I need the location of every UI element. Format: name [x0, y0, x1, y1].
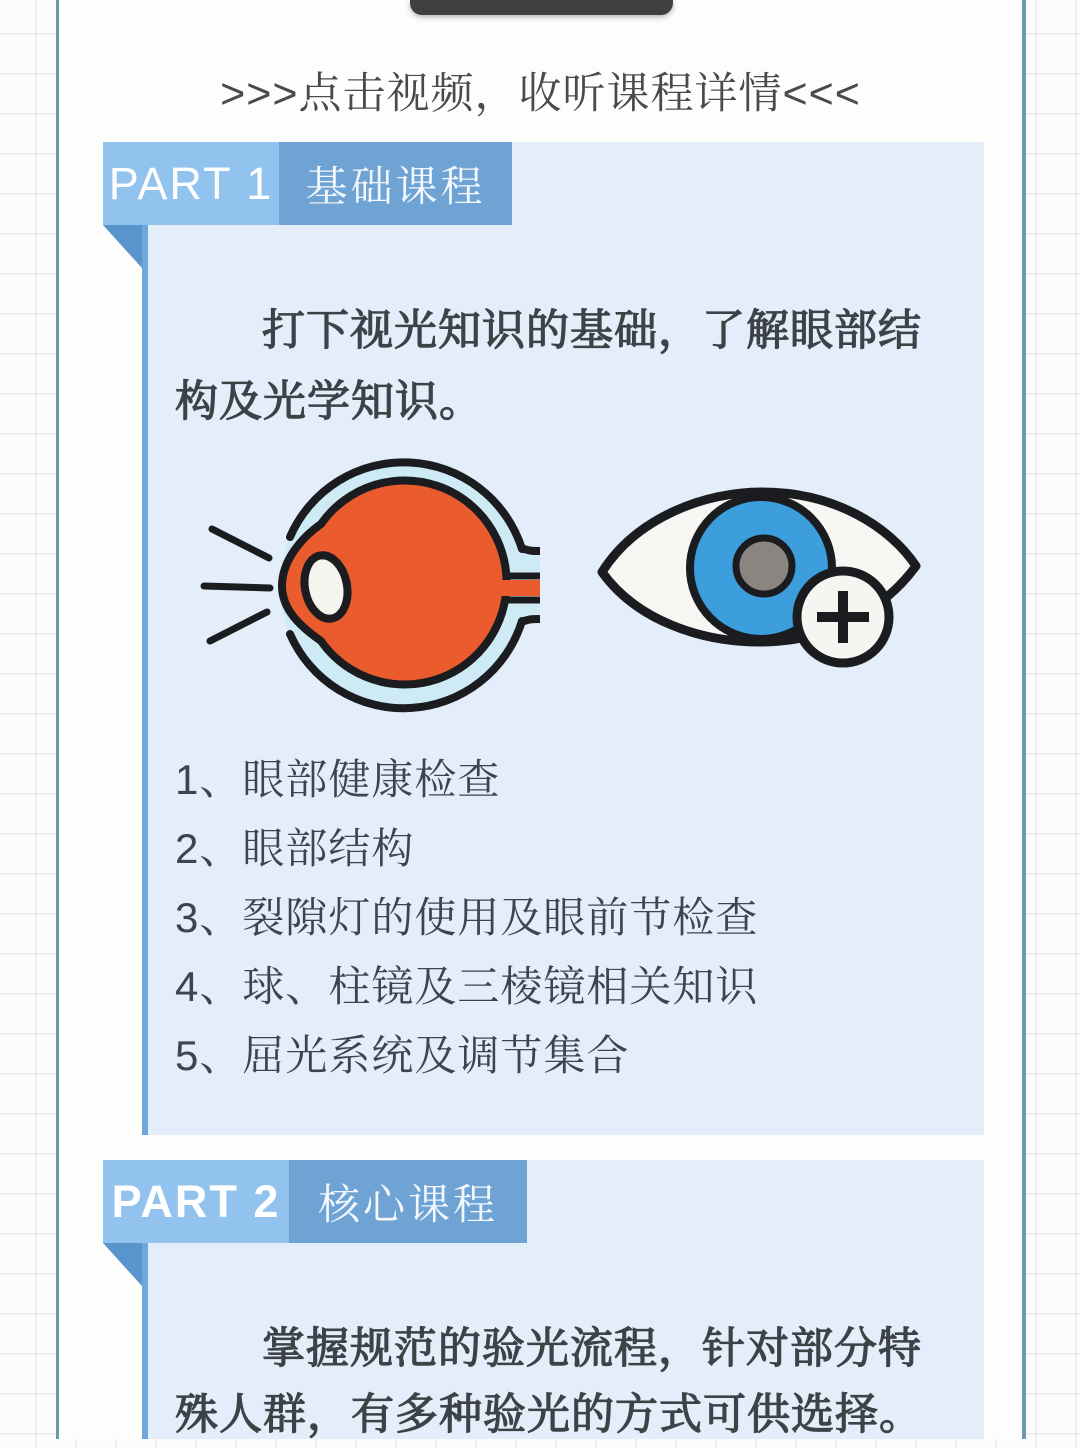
- label-fold: [103, 225, 142, 268]
- part1-label-box: PART 1: [103, 142, 279, 225]
- list-item: 5、屈光系统及调节集合: [175, 1032, 630, 1079]
- light-rays-icon: [204, 529, 270, 641]
- list-item: 2、眼部结构: [175, 825, 415, 872]
- cta-title: >>>点击视频，收听课程详情<<<: [220, 70, 861, 118]
- intro-line: 殊人群，有多种验光的方式可供选择。: [175, 1391, 923, 1439]
- section2-intro: [175, 1316, 977, 1448]
- section2-label: [103, 1160, 527, 1243]
- part2-label-box: PART 2: [103, 1160, 289, 1243]
- part1-title-box: 基础课程: [279, 142, 512, 225]
- eyeball-cross-section-icon: [204, 462, 540, 710]
- part2-title-box: 核心课程: [289, 1160, 527, 1243]
- plus-lens-icon: [797, 571, 889, 663]
- list-item: 3、裂隙灯的使用及眼前节检查: [175, 894, 759, 941]
- video-player-bottom-edge[interactable]: [410, 0, 673, 15]
- intro-line: 掌握规范的验光流程，针对部分特: [262, 1325, 922, 1373]
- section1-course-list: [175, 745, 758, 1090]
- section1-intro: [175, 296, 977, 438]
- intro-line: 打下视光知识的基础，了解眼部结: [262, 307, 922, 355]
- list-item: 1、眼部健康检查: [175, 756, 501, 803]
- section1-illustrations: [190, 455, 930, 727]
- section1-label: [103, 142, 512, 225]
- intro-line: 构及光学知识。: [175, 378, 483, 426]
- list-item: 4、球、柱镜及三棱镜相关知识: [175, 963, 759, 1010]
- label-fold: [103, 1243, 142, 1286]
- eye-with-plus-lens-icon: [602, 492, 916, 663]
